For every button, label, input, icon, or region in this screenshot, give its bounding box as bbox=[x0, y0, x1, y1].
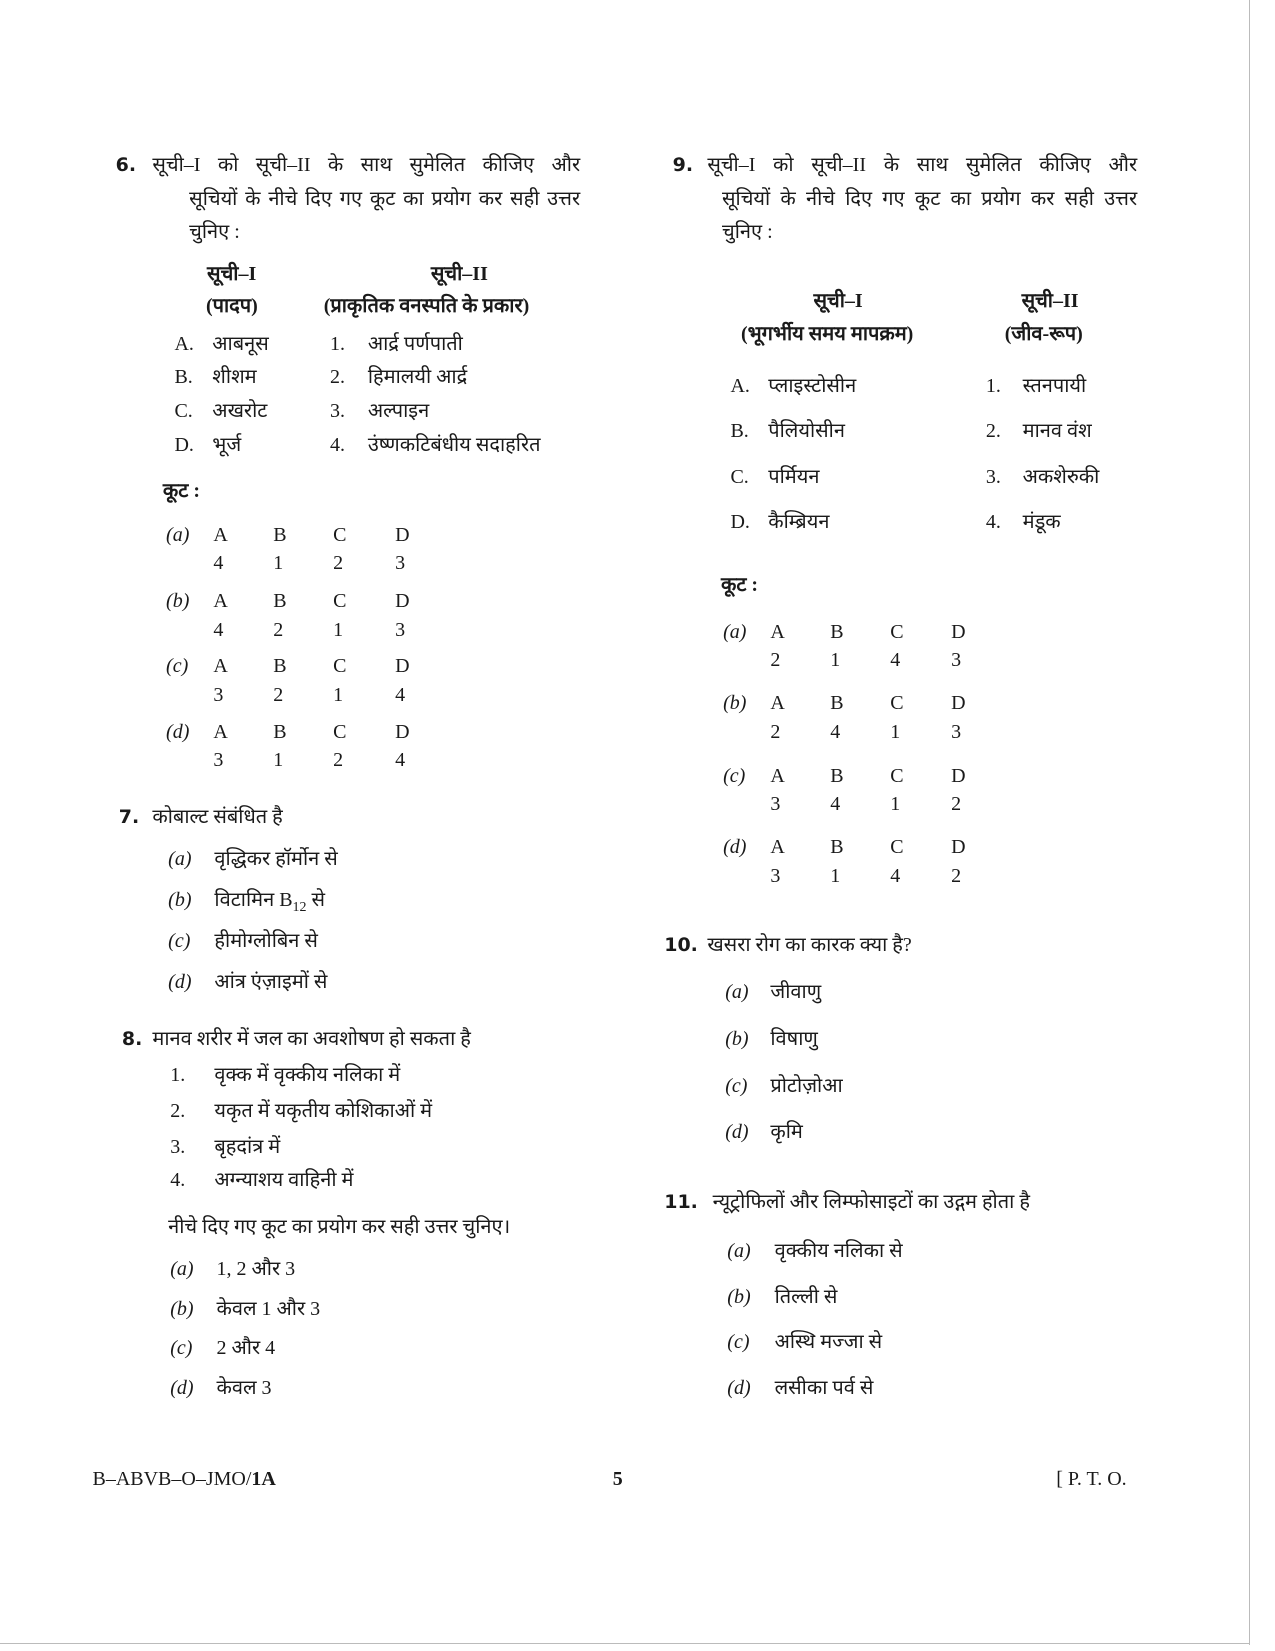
option-label: (b) bbox=[168, 888, 192, 911]
option-value: 1 bbox=[890, 720, 901, 743]
question-10-stem: खसरा रोग का कारक क्या है? bbox=[707, 933, 912, 956]
option-letter: D bbox=[395, 590, 410, 613]
option-letter: B bbox=[273, 524, 287, 546]
option-label: (a) bbox=[723, 620, 747, 643]
option-value: 1 bbox=[333, 618, 344, 641]
option-text: कृमि bbox=[770, 1120, 803, 1143]
statement-label: 1. bbox=[170, 1064, 186, 1087]
option-label: (a) bbox=[166, 524, 190, 546]
option-letter: A bbox=[770, 836, 785, 859]
option-text: जीवाणु bbox=[770, 981, 822, 1004]
list-2-item-text: मंडूक bbox=[1022, 511, 1061, 534]
option-letter: D bbox=[951, 836, 966, 859]
list-2-item-label: 1. bbox=[985, 374, 1001, 397]
option-text-main: विटामिन B bbox=[214, 888, 293, 911]
list-1-item-text: प्लाइस्टोसीन bbox=[768, 374, 857, 397]
list-1-item-label: A. bbox=[730, 374, 750, 397]
option-label: (b) bbox=[725, 1028, 749, 1051]
question-9-stem: सूचियों के नीचे दिए गए कूट का प्रयोग कर सही उत्तर bbox=[722, 187, 1138, 210]
question-6-stem: सूची–I को सूची–II के साथ सुमेलित कीजिए और bbox=[152, 154, 581, 177]
option-text: लसीका पर्व से bbox=[774, 1377, 874, 1400]
option-label: (a) bbox=[725, 981, 749, 1004]
option-letter: B bbox=[830, 692, 844, 715]
list-1-item-text: कैम्ब्रियन bbox=[768, 511, 830, 534]
option-text-suffix: से bbox=[306, 888, 326, 911]
question-6-stem: सूचियों के नीचे दिए गए कूट का प्रयोग कर सही उत्तर bbox=[189, 187, 581, 210]
option-value: 2 bbox=[951, 864, 962, 887]
list-1-header: सूची–I bbox=[813, 289, 863, 312]
option-label: (a) bbox=[727, 1239, 751, 1262]
option-letter: D bbox=[951, 692, 966, 715]
option-label: (b) bbox=[170, 1297, 194, 1320]
paper-code: B–ABVB–O–JMO/ bbox=[92, 1467, 252, 1490]
option-letter: B bbox=[830, 764, 844, 787]
list-2-item-label: 4. bbox=[985, 511, 1001, 534]
option-letter: D bbox=[951, 764, 966, 787]
statement-text: वृक्क में वृक्कीय नलिका में bbox=[214, 1064, 401, 1087]
statement-label: 4. bbox=[170, 1169, 186, 1192]
option-letter: C bbox=[890, 620, 904, 643]
option-label: (c) bbox=[168, 929, 191, 952]
list-2-item-text: उंष्णकटिबंधीय सदाहरित bbox=[367, 433, 541, 456]
option-value: 2 bbox=[273, 618, 284, 641]
footer-paper-code bbox=[92, 1466, 275, 1492]
list-1-item-label: C. bbox=[174, 399, 193, 422]
option-label: (c) bbox=[170, 1337, 193, 1360]
question-9-number: 9. bbox=[672, 154, 694, 177]
list-1-item-label: B. bbox=[730, 419, 749, 442]
list-2-header: सूची–II bbox=[430, 263, 488, 286]
option-label: (a) bbox=[168, 847, 192, 870]
statement-text: अग्न्याशय वाहिनी में bbox=[214, 1169, 354, 1192]
option-label: (d) bbox=[723, 836, 747, 859]
option-letter: B bbox=[273, 720, 287, 743]
option-letter: B bbox=[273, 590, 287, 613]
option-letter: D bbox=[395, 524, 410, 546]
code-label: कूट : bbox=[162, 479, 200, 502]
list-2-subheader: (जीव-रूप) bbox=[1004, 323, 1083, 346]
option-value: 4 bbox=[395, 748, 406, 771]
option-letter: A bbox=[770, 620, 785, 643]
list-2-item-label: 2. bbox=[330, 366, 345, 389]
option-label: (c) bbox=[166, 655, 189, 678]
question-10-number: 10. bbox=[664, 933, 698, 956]
option-letter: C bbox=[890, 692, 904, 715]
option-label: (d) bbox=[168, 970, 192, 993]
option-letter: B bbox=[273, 655, 287, 678]
option-value: 2 bbox=[273, 683, 284, 706]
option-value: 4 bbox=[213, 552, 224, 575]
option-letter: A bbox=[213, 655, 228, 678]
list-1-header: सूची–I bbox=[207, 263, 257, 286]
footer-page-number: 5 bbox=[612, 1467, 623, 1490]
list-2-item-text: अल्पाइन bbox=[367, 399, 430, 422]
option-text: 2 और 4 bbox=[216, 1337, 276, 1360]
option-value: 2 bbox=[333, 748, 344, 771]
question-11-stem: न्यूट्रोफिलों और लिम्फोसाइटों का उद्गम होता है bbox=[712, 1191, 1030, 1214]
option-value: 3 bbox=[395, 552, 406, 575]
option-value: 2 bbox=[951, 793, 962, 816]
statement-text: यकृत में यकृतीय कोशिकाओं में bbox=[214, 1099, 433, 1122]
option-value: 1 bbox=[273, 552, 284, 575]
list-1-item-label: D. bbox=[174, 433, 194, 456]
list-1-item-text: पैलियोसीन bbox=[768, 419, 845, 442]
option-letter: A bbox=[770, 764, 785, 787]
question-9-stem: चुनिए : bbox=[722, 221, 773, 244]
option-letter: A bbox=[213, 590, 228, 613]
option-letter: C bbox=[890, 836, 904, 859]
option-letter: A bbox=[770, 692, 785, 715]
option-text: आंत्र एंज़ाइमों से bbox=[214, 970, 328, 993]
option-letter: A bbox=[213, 720, 228, 743]
option-value: 2 bbox=[770, 720, 781, 743]
option-letter: C bbox=[333, 590, 347, 613]
list-2-item-label: 1. bbox=[330, 332, 345, 355]
question-8-number: 8. bbox=[121, 1028, 143, 1051]
list-2-item-text: मानव वंश bbox=[1022, 419, 1092, 442]
question-6-stem: चुनिए : bbox=[189, 221, 240, 244]
option-text: अस्थि मज्जा से bbox=[774, 1331, 883, 1354]
list-1-item-text: भूर्ज bbox=[212, 433, 242, 456]
option-label: (b) bbox=[166, 590, 190, 613]
question-11-number: 11. bbox=[664, 1191, 698, 1214]
page-edge-bottom bbox=[0, 1643, 1250, 1644]
option-value: 3 bbox=[395, 618, 406, 641]
list-1-item-label: B. bbox=[174, 366, 193, 389]
list-1-item-text: पर्मियन bbox=[768, 466, 820, 489]
option-text: 1, 2 और 3 bbox=[216, 1257, 296, 1280]
option-text-subscript: 12 bbox=[292, 899, 307, 915]
option-letter: D bbox=[395, 655, 410, 678]
option-text: प्रोटोज़ोआ bbox=[770, 1074, 843, 1097]
question-8-stem: मानव शरीर में जल का अवशोषण हो सकता है bbox=[152, 1028, 471, 1051]
option-label: (c) bbox=[725, 1074, 748, 1097]
question-6-number: 6. bbox=[115, 154, 137, 177]
list-2-item-label: 3. bbox=[330, 399, 345, 422]
list-1-item-label: D. bbox=[730, 511, 750, 534]
option-value: 4 bbox=[890, 864, 901, 887]
option-label: (d) bbox=[725, 1120, 749, 1143]
option-label: (d) bbox=[727, 1377, 751, 1400]
option-letter: C bbox=[333, 524, 347, 546]
option-letter: B bbox=[830, 620, 844, 643]
option-label: (b) bbox=[727, 1285, 751, 1308]
paper-code-series: 1A bbox=[251, 1467, 276, 1490]
option-value: 1 bbox=[830, 649, 841, 672]
option-value: 3 bbox=[951, 649, 962, 672]
list-2-item-text: हिमालयी आर्द्र bbox=[367, 366, 468, 389]
list-2-item-text: आर्द्र पर्णपाती bbox=[367, 332, 463, 355]
option-text: वृक्कीय नलिका से bbox=[774, 1239, 903, 1262]
footer-pto: [ P. T. O. bbox=[1056, 1467, 1127, 1490]
option-value: 3 bbox=[770, 864, 781, 887]
option-text: विषाणु bbox=[770, 1028, 818, 1051]
option-label: (a) bbox=[170, 1257, 194, 1280]
list-1-item-text: आबनूस bbox=[212, 332, 269, 355]
question-9-stem: सूची–I को सूची–II के साथ सुमेलित कीजिए और bbox=[707, 154, 1138, 177]
option-value: 4 bbox=[830, 720, 841, 743]
option-value: 4 bbox=[890, 649, 901, 672]
list-1-subheader: (भूगर्भीय समय मापक्रम) bbox=[740, 323, 914, 346]
statement-label: 2. bbox=[170, 1099, 186, 1122]
option-value: 4 bbox=[830, 793, 841, 816]
list-1-subheader: (पादप) bbox=[205, 294, 258, 317]
list-2-header: सूची–II bbox=[1021, 289, 1079, 312]
list-2-item-text: अकशेरुकी bbox=[1022, 466, 1100, 489]
question-8-instruction: नीचे दिए गए कूट का प्रयोग कर सही उत्तर चुनिए। bbox=[168, 1215, 511, 1238]
statement-text: बृहदांत्र में bbox=[214, 1135, 281, 1158]
option-label: (b) bbox=[723, 692, 747, 715]
option-value: 4 bbox=[395, 683, 406, 706]
page-edge-right bbox=[1249, 0, 1250, 1645]
option-text: तिल्ली से bbox=[774, 1285, 838, 1308]
option-value: 4 bbox=[213, 618, 224, 641]
option-value: 3 bbox=[951, 720, 962, 743]
list-2-item-label: 2. bbox=[985, 419, 1001, 442]
code-label: कूट : bbox=[720, 574, 759, 597]
list-2-item-label: 4. bbox=[330, 433, 345, 456]
list-1-item-label: C. bbox=[730, 466, 749, 489]
option-value: 1 bbox=[273, 748, 284, 771]
list-1-item-text: शीशम bbox=[212, 366, 257, 389]
option-letter: D bbox=[395, 720, 410, 743]
option-value: 2 bbox=[770, 649, 781, 672]
option-text: वृद्धिकर हॉर्मोन से bbox=[214, 847, 338, 870]
list-2-subheader: (प्राकृतिक वनस्पति के प्रकार) bbox=[323, 294, 530, 317]
option-letter: C bbox=[890, 764, 904, 787]
option-value: 3 bbox=[213, 683, 224, 706]
option-label: (d) bbox=[166, 720, 190, 743]
question-7-number: 7. bbox=[118, 805, 140, 828]
option-label: (c) bbox=[723, 764, 746, 787]
list-2-item-label: 3. bbox=[985, 466, 1001, 489]
option-text bbox=[214, 887, 325, 921]
option-value: 2 bbox=[333, 552, 344, 575]
option-letter: D bbox=[951, 620, 966, 643]
question-7-stem: कोबाल्ट संबंधित है bbox=[152, 805, 283, 828]
list-1-item-label: A. bbox=[174, 332, 194, 355]
option-value: 1 bbox=[890, 793, 901, 816]
option-letter: B bbox=[830, 836, 844, 859]
statement-label: 3. bbox=[170, 1135, 186, 1158]
option-value: 3 bbox=[770, 793, 781, 816]
option-value: 1 bbox=[333, 683, 344, 706]
option-letter: C bbox=[333, 720, 347, 743]
option-text: केवल 3 bbox=[216, 1377, 272, 1400]
option-text: केवल 1 और 3 bbox=[216, 1297, 321, 1320]
option-label: (c) bbox=[727, 1331, 750, 1354]
list-2-item-text: स्तनपायी bbox=[1022, 374, 1087, 397]
option-letter: C bbox=[333, 655, 347, 678]
option-value: 3 bbox=[213, 748, 224, 771]
option-label: (d) bbox=[170, 1377, 194, 1400]
option-letter: A bbox=[213, 524, 228, 546]
list-1-item-text: अखरोट bbox=[212, 399, 268, 422]
option-text: हीमोग्लोबिन से bbox=[214, 929, 318, 952]
option-value: 1 bbox=[830, 864, 841, 887]
